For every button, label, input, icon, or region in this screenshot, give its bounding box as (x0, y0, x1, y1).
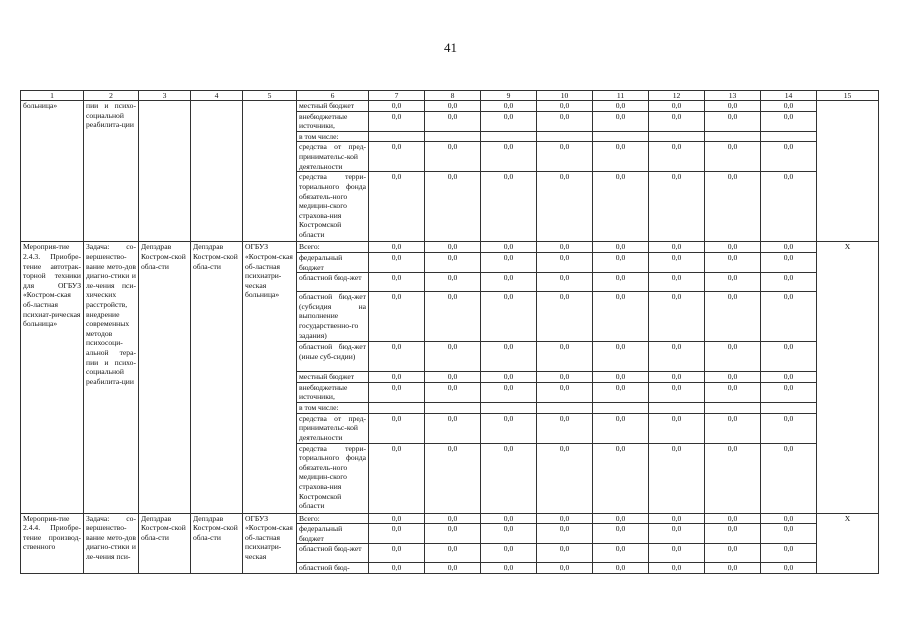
budget-row (21, 242, 879, 253)
col15-cell: X (817, 513, 879, 573)
amount-cell: 0,0 (705, 142, 761, 172)
funding-source: областной бюд- (297, 563, 369, 574)
amount-cell (649, 131, 705, 142)
funding-source: местный бюджет (297, 101, 369, 112)
amount-cell: 0,0 (481, 292, 537, 342)
amount-cell: 0,0 (369, 142, 425, 172)
amount-cell: 0,0 (593, 172, 649, 242)
amount-cell: 0,0 (649, 342, 705, 372)
amount-cell: 0,0 (537, 413, 593, 443)
amount-cell: 0,0 (537, 273, 593, 292)
amount-cell: 0,0 (761, 443, 817, 513)
co-executor (191, 101, 243, 242)
amount-cell (481, 131, 537, 142)
amount-cell: 0,0 (369, 101, 425, 112)
amount-cell: 0,0 (481, 252, 537, 272)
task-text: Задача: со-вершенство-вание мето-дов диагно-стики и ле-чения пси-хических расстройств, внедрение современных методов психосоци-альной тера-пии и психо-социальной реабилита-ции (84, 242, 139, 513)
amount-cell: 0,0 (761, 513, 817, 524)
column-number: 6 (297, 91, 369, 101)
amount-cell: 0,0 (705, 242, 761, 253)
amount-cell: 0,0 (425, 524, 481, 544)
funding-source: областной бюд-жет (297, 273, 369, 292)
amount-cell: 0,0 (761, 142, 817, 172)
amount-cell: 0,0 (705, 513, 761, 524)
funding-source: Всего: (297, 513, 369, 524)
column-number: 2 (84, 91, 139, 101)
amount-cell: 0,0 (761, 544, 817, 563)
amount-cell: 0,0 (425, 372, 481, 383)
task-text: Задача: со-вершенство-вание мето-дов диагно-стики и ле-чения пси- (84, 513, 139, 573)
amount-cell (369, 402, 425, 413)
amount-cell: 0,0 (425, 242, 481, 253)
amount-cell: 0,0 (369, 111, 425, 131)
amount-cell: 0,0 (593, 252, 649, 272)
task-text: пии и психо-социальной реабилита-ции (84, 101, 139, 242)
co-executor: Депздрав Костром-ской обла-сти (191, 242, 243, 513)
amount-cell: 0,0 (425, 513, 481, 524)
amount-cell: 0,0 (761, 111, 817, 131)
amount-cell: 0,0 (649, 273, 705, 292)
amount-cell: 0,0 (705, 443, 761, 513)
amount-cell: 0,0 (425, 544, 481, 563)
amount-cell: 0,0 (425, 413, 481, 443)
amount-cell (369, 131, 425, 142)
amount-cell: 0,0 (649, 252, 705, 272)
column-number: 15 (817, 91, 879, 101)
amount-cell: 0,0 (705, 111, 761, 131)
amount-cell: 0,0 (425, 172, 481, 242)
amount-cell: 0,0 (649, 513, 705, 524)
amount-cell: 0,0 (705, 172, 761, 242)
amount-cell: 0,0 (537, 242, 593, 253)
participant: ОГБУЗ «Костром-ская об-ластная психиатри-ческая больница» (243, 242, 297, 513)
column-number: 1 (21, 91, 84, 101)
amount-cell: 0,0 (537, 443, 593, 513)
amount-cell: 0,0 (761, 372, 817, 383)
column-number: 7 (369, 91, 425, 101)
amount-cell: 0,0 (649, 292, 705, 342)
col15-cell: X (817, 242, 879, 513)
amount-cell: 0,0 (425, 443, 481, 513)
amount-cell: 0,0 (481, 443, 537, 513)
amount-cell: 0,0 (761, 382, 817, 402)
activity-name: Мероприя-тие 2.4.4. Приобре-тение производ-ственного (21, 513, 84, 573)
column-number: 5 (243, 91, 297, 101)
amount-cell: 0,0 (593, 382, 649, 402)
amount-cell: 0,0 (537, 142, 593, 172)
amount-cell: 0,0 (537, 544, 593, 563)
funding-source: средства от пред-принимательс-кой деятельности (297, 142, 369, 172)
amount-cell: 0,0 (761, 342, 817, 372)
amount-cell: 0,0 (537, 111, 593, 131)
amount-cell: 0,0 (369, 443, 425, 513)
amount-cell: 0,0 (481, 342, 537, 372)
amount-cell: 0,0 (425, 563, 481, 574)
amount-cell: 0,0 (761, 413, 817, 443)
amount-cell: 0,0 (481, 563, 537, 574)
amount-cell: 0,0 (369, 273, 425, 292)
amount-cell: 0,0 (649, 382, 705, 402)
funding-source: областной бюд-жет (иные суб-сидии) (297, 342, 369, 372)
amount-cell: 0,0 (537, 101, 593, 112)
amount-cell: 0,0 (761, 101, 817, 112)
responsible-executor: Депздрав Костром-ской обла-сти (139, 513, 191, 573)
amount-cell: 0,0 (649, 101, 705, 112)
amount-cell: 0,0 (705, 544, 761, 563)
amount-cell: 0,0 (369, 413, 425, 443)
amount-cell: 0,0 (761, 524, 817, 544)
responsible-executor: Депздрав Костром-ской обла-сти (139, 242, 191, 513)
participant (243, 101, 297, 242)
amount-cell: 0,0 (537, 372, 593, 383)
funding-source: средства терри-ториального фонда обязатель-ного медицин-ского страхова-ния Костромской области (297, 443, 369, 513)
funding-source: областной бюд-жет (субсидия на выполнение государственно-го задания) (297, 292, 369, 342)
amount-cell: 0,0 (481, 544, 537, 563)
amount-cell: 0,0 (593, 524, 649, 544)
amount-cell: 0,0 (537, 382, 593, 402)
amount-cell: 0,0 (369, 172, 425, 242)
column-number: 3 (139, 91, 191, 101)
column-number: 8 (425, 91, 481, 101)
column-number: 14 (761, 91, 817, 101)
amount-cell: 0,0 (761, 172, 817, 242)
amount-cell: 0,0 (481, 172, 537, 242)
amount-cell: 0,0 (593, 142, 649, 172)
amount-cell: 0,0 (537, 513, 593, 524)
amount-cell: 0,0 (537, 563, 593, 574)
column-number: 9 (481, 91, 537, 101)
column-number: 10 (537, 91, 593, 101)
amount-cell: 0,0 (649, 242, 705, 253)
budget-row (21, 101, 879, 112)
amount-cell: 0,0 (481, 372, 537, 383)
amount-cell: 0,0 (649, 142, 705, 172)
funding-source: местный бюджет (297, 372, 369, 383)
amount-cell: 0,0 (369, 342, 425, 372)
amount-cell: 0,0 (705, 342, 761, 372)
amount-cell (761, 402, 817, 413)
participant: ОГБУЗ «Костром-ская об-ластная психиатри-ческая (243, 513, 297, 573)
amount-cell: 0,0 (705, 563, 761, 574)
amount-cell: 0,0 (481, 273, 537, 292)
amount-cell: 0,0 (593, 413, 649, 443)
page-number: 41 (444, 40, 457, 55)
amount-cell: 0,0 (705, 524, 761, 544)
funding-source: областной бюд-жет (297, 544, 369, 563)
co-executor: Депздрав Костром-ской обла-сти (191, 513, 243, 573)
amount-cell: 0,0 (705, 292, 761, 342)
amount-cell: 0,0 (537, 172, 593, 242)
amount-cell: 0,0 (481, 524, 537, 544)
responsible-executor (139, 101, 191, 242)
amount-cell (425, 402, 481, 413)
amount-cell: 0,0 (369, 544, 425, 563)
amount-cell (705, 402, 761, 413)
amount-cell: 0,0 (481, 142, 537, 172)
amount-cell: 0,0 (705, 372, 761, 383)
amount-cell (481, 402, 537, 413)
amount-cell: 0,0 (649, 413, 705, 443)
amount-cell: 0,0 (593, 443, 649, 513)
amount-cell: 0,0 (761, 292, 817, 342)
amount-cell (705, 131, 761, 142)
amount-cell: 0,0 (537, 252, 593, 272)
amount-cell: 0,0 (649, 372, 705, 383)
amount-cell (593, 402, 649, 413)
amount-cell: 0,0 (425, 111, 481, 131)
amount-cell: 0,0 (705, 382, 761, 402)
amount-cell: 0,0 (593, 372, 649, 383)
amount-cell (537, 131, 593, 142)
amount-cell: 0,0 (425, 101, 481, 112)
amount-cell: 0,0 (593, 563, 649, 574)
amount-cell: 0,0 (481, 111, 537, 131)
funding-source: средства терри-ториального фонда обязатель-ного медицин-ского страхова-ния Костромской области (297, 172, 369, 242)
amount-cell: 0,0 (369, 513, 425, 524)
amount-cell: 0,0 (425, 342, 481, 372)
amount-cell (537, 402, 593, 413)
amount-cell (425, 131, 481, 142)
amount-cell: 0,0 (705, 101, 761, 112)
amount-cell: 0,0 (593, 111, 649, 131)
amount-cell: 0,0 (537, 524, 593, 544)
budget-row (21, 513, 879, 524)
funding-source: Всего: (297, 242, 369, 253)
col15-cell (817, 101, 879, 242)
amount-cell: 0,0 (369, 563, 425, 574)
funding-source: средства от пред-принимательс-кой деятельности (297, 413, 369, 443)
amount-cell: 0,0 (649, 524, 705, 544)
amount-cell: 0,0 (649, 111, 705, 131)
column-number: 11 (593, 91, 649, 101)
amount-cell: 0,0 (425, 142, 481, 172)
column-number: 13 (705, 91, 761, 101)
amount-cell: 0,0 (761, 563, 817, 574)
amount-cell: 0,0 (761, 242, 817, 253)
amount-cell: 0,0 (593, 544, 649, 563)
amount-cell: 0,0 (593, 273, 649, 292)
funding-source: федеральный бюджет (297, 252, 369, 272)
amount-cell: 0,0 (481, 513, 537, 524)
funding-source: внебюджетные источники, (297, 382, 369, 402)
funding-source: в том числе: (297, 131, 369, 142)
amount-cell (649, 402, 705, 413)
amount-cell: 0,0 (649, 544, 705, 563)
amount-cell: 0,0 (425, 273, 481, 292)
amount-cell: 0,0 (593, 292, 649, 342)
amount-cell: 0,0 (593, 101, 649, 112)
amount-cell: 0,0 (705, 273, 761, 292)
amount-cell: 0,0 (369, 382, 425, 402)
amount-cell: 0,0 (705, 413, 761, 443)
column-number: 12 (649, 91, 705, 101)
amount-cell: 0,0 (649, 443, 705, 513)
amount-cell: 0,0 (425, 292, 481, 342)
amount-cell: 0,0 (649, 172, 705, 242)
amount-cell (761, 131, 817, 142)
funding-source: внебюджетные источники, (297, 111, 369, 131)
amount-cell: 0,0 (481, 101, 537, 112)
amount-cell: 0,0 (537, 342, 593, 372)
amount-cell: 0,0 (705, 252, 761, 272)
amount-cell: 0,0 (369, 242, 425, 253)
amount-cell: 0,0 (481, 242, 537, 253)
amount-cell: 0,0 (369, 292, 425, 342)
activity-name: Мероприя-тие 2.4.3. Приобре-тение автотрак-торной техники для ОГБУЗ «Костром-ская об-ластная психиат-рическая больница» (21, 242, 84, 513)
amount-cell (593, 131, 649, 142)
amount-cell: 0,0 (593, 342, 649, 372)
column-number-row (21, 91, 879, 101)
amount-cell: 0,0 (649, 563, 705, 574)
amount-cell: 0,0 (537, 292, 593, 342)
budget-table (20, 90, 879, 574)
funding-source: федеральный бюджет (297, 524, 369, 544)
amount-cell: 0,0 (481, 382, 537, 402)
amount-cell: 0,0 (761, 273, 817, 292)
amount-cell: 0,0 (425, 382, 481, 402)
amount-cell: 0,0 (369, 372, 425, 383)
amount-cell: 0,0 (369, 252, 425, 272)
amount-cell: 0,0 (425, 252, 481, 272)
amount-cell: 0,0 (481, 413, 537, 443)
amount-cell: 0,0 (593, 242, 649, 253)
amount-cell: 0,0 (369, 524, 425, 544)
funding-source: в том числе: (297, 402, 369, 413)
amount-cell: 0,0 (761, 252, 817, 272)
column-number: 4 (191, 91, 243, 101)
activity-name: больница» (21, 101, 84, 242)
amount-cell: 0,0 (593, 513, 649, 524)
